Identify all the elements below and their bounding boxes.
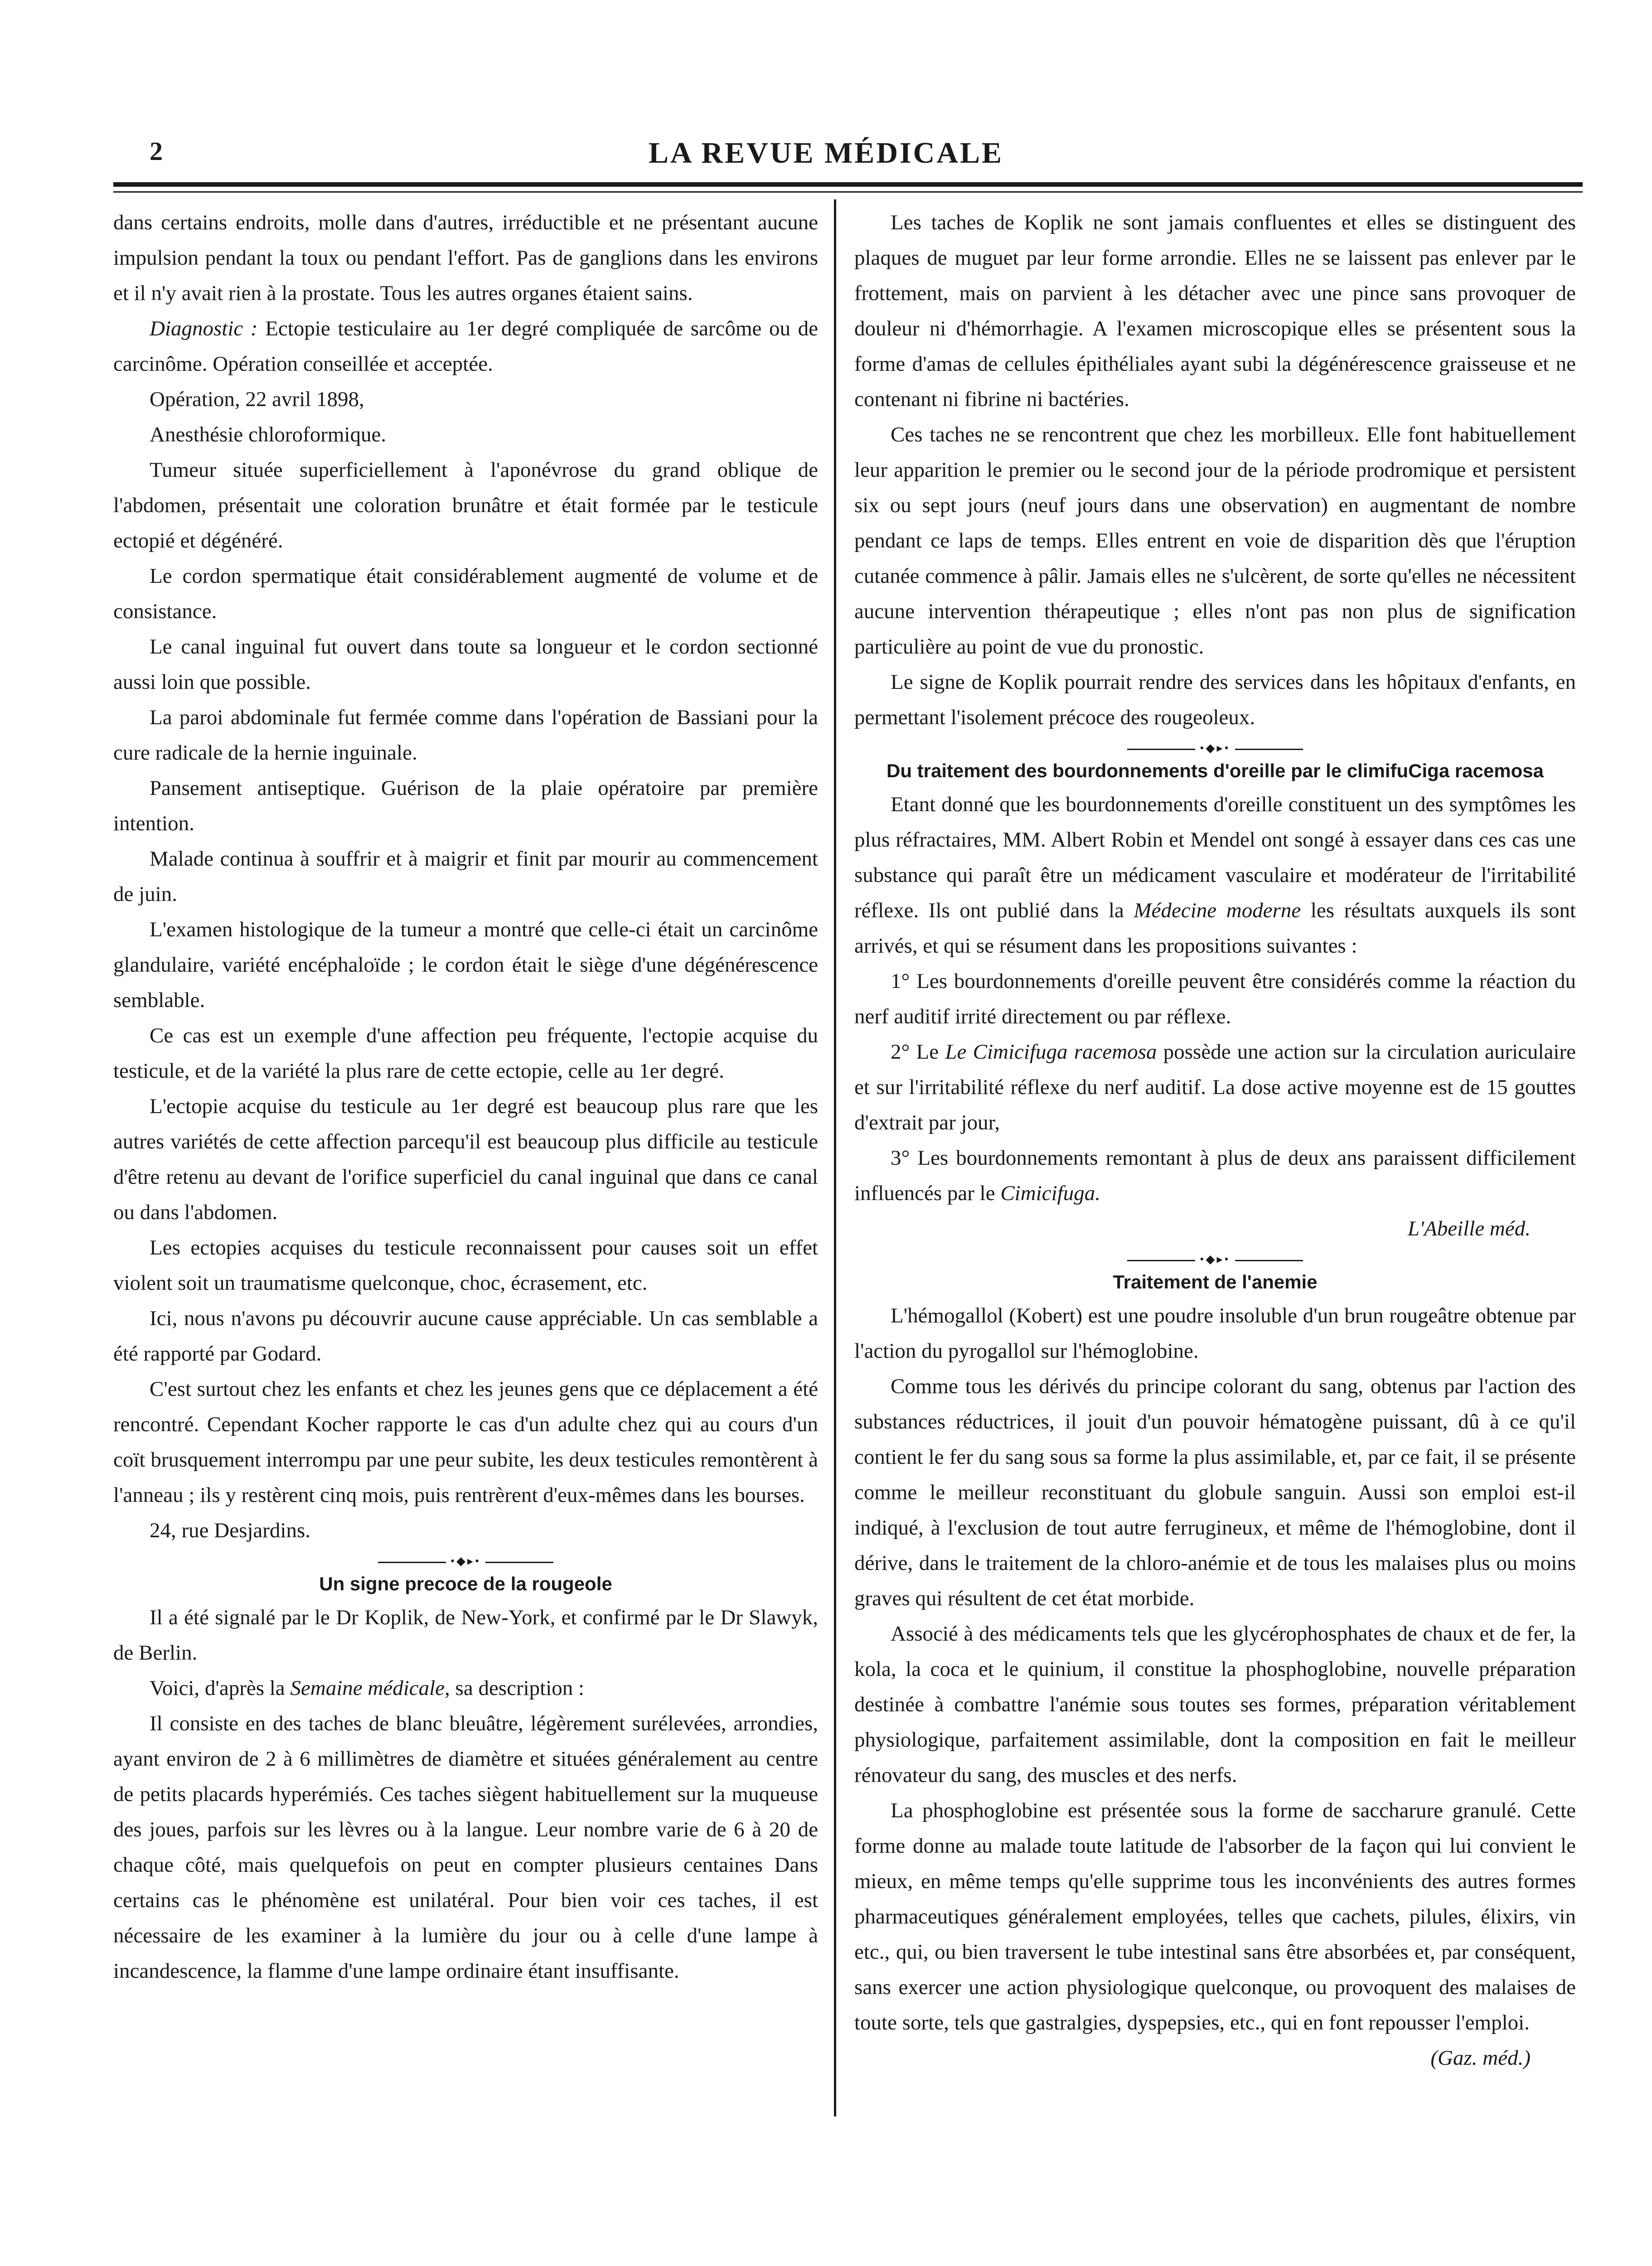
drug-name: Le Cimicifuga racemosa bbox=[945, 1040, 1157, 1064]
source-attribution: L'Abeille méd. bbox=[1407, 1217, 1531, 1240]
paragraph: Ici, nous n'avons pu découvrir aucune cause appréciable. Un cas semblable a été rapporté par Godard. bbox=[113, 1307, 818, 1365]
right-column bbox=[854, 205, 1576, 2076]
paragraph bbox=[854, 787, 1576, 964]
paragraph: Opération, 22 avril 1898, bbox=[150, 387, 364, 411]
paragraph: Il a été signalé par le Dr Koplik, de New-York, et confirmé par le Dr Slawyk, de Berlin. bbox=[113, 1606, 818, 1665]
paragraph: L'examen histologique de la tumeur a montré que celle-ci était un carcinôme glandulaire, variété encéphaloïde ; le cordon était le siège d'une dégénérescence semblable. bbox=[113, 918, 818, 1012]
text-run: Etant donné que les bourdonnements d'oreille constituent un des symptômes les plus réfractaires, MM. Albert Robin et Mendel ont songé à essayer dans ces cas une substance qui paraît être un médicament vasculaire et modérateur de l'irritabilité réflexe. Ils ont publié dans la bbox=[854, 793, 1576, 922]
diagnostic-label: Diagnostic : bbox=[150, 317, 258, 340]
paragraph: Malade continua à souffrir et à maigrir et finit par mourir au commencement de juin. bbox=[113, 847, 818, 906]
paragraph bbox=[854, 1034, 1576, 1140]
paragraph: Pansement antiseptique. Guérison de la plaie opératoire par première intention. bbox=[113, 776, 818, 835]
paragraph: dans certains endroits, molle dans d'autres, irréductible et ne présentant aucune impulsion pendant la toux ou pendant l'effort. Pas de ganglions dans les environs et il n'y avait rien à la prostate. Tous les autres organes étaient sains. bbox=[113, 211, 818, 305]
author-address: 24, rue Desjardins. bbox=[150, 1519, 311, 1542]
paragraph bbox=[854, 1140, 1576, 1211]
paragraph: Il consiste en des taches de blanc bleuâtre, légèrement surélevées, arrondies, ayant environ de 2 à 6 millimètres de diamètre et situées généralement au centre de petits placards hyperémiés. Ces taches siègent habituellement sur la muqueuse des joues, parfois sur les lèvres ou à la langue. Leur nombre varie de 6 à 20 de chaque côté, mais quelquefois on peut en compter plusieurs centaines Dans certains cas le phénomène est unilatéral. Pour bien voir ces taches, il est nécessaire de les examiner à la lumière du jour ou à celle d'une lampe à incandescence, la flamme d'une lampe ordinaire étant insuffisante. bbox=[113, 1712, 818, 1983]
paragraph: C'est surtout chez les enfants et chez les jeunes gens que ce déplacement a été rencontré. Cependant Kocher rapporte le cas d'un adulte chez qui au cours d'un coït brusquement interrompu par une peur subite, les deux testicules remontèrent à l'anneau ; ils y restèrent cinq mois, puis rentrèrent d'eux-mêmes dans les bourses. bbox=[113, 1377, 818, 1507]
section-ornament: •◆▸• bbox=[854, 1252, 1576, 1267]
diagnostic-text: Ectopie testiculaire au 1er degré compliquée de sarcôme ou de carcinôme. Opération conseillée et acceptée. bbox=[113, 317, 818, 376]
paragraph bbox=[113, 1670, 818, 1706]
section-ornament: •◆▸• bbox=[113, 1554, 818, 1569]
text-run: Voici, d'après la bbox=[150, 1676, 291, 1700]
drug-name: Cimicifuga. bbox=[1000, 1181, 1100, 1205]
paragraph: Anesthésie chloroformique. bbox=[150, 423, 387, 446]
paragraph: Tumeur située superficiellement à l'aponévrose du grand oblique de l'abdomen, présentait une coloration brunâtre et était formée par le testicule ectopié et dégénéré. bbox=[113, 458, 818, 552]
text-run: , sa description : bbox=[445, 1676, 585, 1700]
paragraph: Comme tous les dérivés du principe colorant du sang, obtenus par l'action des substances réductrices, il jouit d'un pouvoir hématogène puissant, dû à ce qu'il contient le fer du sang sous sa forme la plus assimilable, et, par ce fait, il se présente comme le meilleur reconstituant du globule sanguin. Aussi son emploi est-il indiqué, à l'exclusion de tout autre ferrugineux, et même de l'hémoglobine, dont il dérive, dans le traitement de la chloro-anémie et de tous les malaises plus ou moins graves qui résultent de cet état morbide. bbox=[854, 1375, 1576, 1610]
running-title: LA REVUE MÉDICALE bbox=[648, 136, 1004, 169]
paragraph: Les taches de Koplik ne sont jamais confluentes et elles se distinguent des plaques de muguet par leur forme arrondie. Elles ne se laissent pas enlever par le frottement, mais on parvient à les détacher avec une pince sans provoquer de douleur ni d'hémorrhagie. A l'examen microscopique elles se présentent sous la forme d'amas de cellules épithéliales ayant subi la dégénérescence graisseuse et ne contenant ni fibrine ni bactéries. bbox=[854, 211, 1576, 411]
section-heading-rougeole: Un signe precoce de la rougeole bbox=[319, 1573, 612, 1594]
diagnostic-paragraph bbox=[113, 311, 818, 382]
header-rule-thin bbox=[113, 191, 1583, 193]
section-heading-anemie: Traitement de l'anemie bbox=[1113, 1271, 1318, 1293]
paragraph: Ce cas est un exemple d'une affection peu fréquente, l'ectopie acquise du testicule, et de la variété la plus rare de cette ectopie, celle au 1er degré. bbox=[113, 1024, 818, 1083]
page-number: 2 bbox=[150, 136, 163, 166]
text-run: 2° Le bbox=[891, 1040, 945, 1064]
header-rule-thick bbox=[113, 182, 1583, 187]
section-ornament: •◆▸• bbox=[854, 741, 1576, 756]
paragraph: Le canal inguinal fut ouvert dans toute sa longueur et le cordon sectionné aussi loin que possible. bbox=[113, 635, 818, 694]
text-run: les résultats auxquels ils sont arrivés, et qui se résument dans les propositions suivantes : bbox=[854, 899, 1576, 958]
paragraph: Le signe de Koplik pourrait rendre des services dans les hôpitaux d'enfants, en permettant l'isolement précoce des rougeoleux. bbox=[854, 670, 1576, 729]
journal-name: Semaine médicale bbox=[290, 1676, 445, 1700]
paragraph: 1° Les bourdonnements d'oreille peuvent être considérés comme la réaction du nerf auditif irrité directement ou par réflexe. bbox=[854, 969, 1576, 1028]
journal-name: Médecine moderne bbox=[1134, 899, 1301, 922]
paragraph: L'ectopie acquise du testicule au 1er degré est beaucoup plus rare que les autres variétés de cette affection parcequ'il est beaucoup plus difficile au testicule d'être retenu au devant de l'orifice superficiel du canal inguinal que dans ce canal ou dans l'abdomen. bbox=[113, 1094, 818, 1224]
paragraph: La phosphoglobine est présentée sous la forme de saccharure granulé. Cette forme donne au malade toute latitude de l'absorber de la façon qui lui convient le mieux, en même temps qu'elle supprime tous les inconvénients des autres formes pharmaceutiques généralement employées, telles que cachets, pilules, élixirs, vin etc., qui, ou bien traversent le tube intestinal sans être absorbées et, par conséquent, sans exercer une action physiologique quelconque, ou provoquent des malaises de toute sorte, tels que gastralgies, dyspepsies, etc., qui en font repousser l'emploi. bbox=[854, 1799, 1576, 2034]
paragraph: L'hémogallol (Kobert) est une poudre insoluble d'un brun rougeâtre obtenue par l'action du pyrogallol sur l'hémoglobine. bbox=[854, 1304, 1576, 1363]
paragraph: Les ectopies acquises du testicule reconnaissent pour causes soit un effet violent soit un traumatisme quelconque, choc, écrasement, etc. bbox=[113, 1236, 818, 1295]
column-divider bbox=[834, 199, 836, 2116]
paragraph: La paroi abdominale fut fermée comme dans l'opération de Bassiani pour la cure radicale de la hernie inguinale. bbox=[113, 706, 818, 765]
source-attribution: (Gaz. méd.) bbox=[1430, 2046, 1531, 2070]
paragraph: Le cordon spermatique était considérablement augmenté de volume et de consistance. bbox=[113, 564, 818, 623]
left-column bbox=[113, 205, 818, 1989]
paragraph: Associé à des médicaments tels que les glycérophosphates de chaux et de fer, la kola, la coca et le quinium, il constitue la phosphoglobine, nouvelle préparation destinée à combattre l'anémie sous toutes ses formes, préparation véritablement physiologique, parfaitement assimilable, dont la composition en fait le meilleur rénovateur du sang, des muscles et des nerfs. bbox=[854, 1622, 1576, 1787]
paragraph: Ces taches ne se rencontrent que chez les morbilleux. Elle font habituellement leur apparition le premier ou le second jour de la période prodromique et persistent six ou sept jours (neuf jours dans une observation) en augmentant de nombre pendant ce laps de temps. Elles entrent en voie de disparition dès que l'éruption cutanée commence à pâlir. Jamais elles ne s'ulcèrent, de sorte qu'elles ne nécessitent aucune intervention thérapeutique ; elles n'ont pas non plus de signification particulière au point de vue du pronostic. bbox=[854, 423, 1576, 658]
text-run: 3° Les bourdonnements remontant à plus de deux ans paraissent difficilement influencés par le bbox=[854, 1146, 1576, 1205]
section-heading-bourdonnements: Du traitement des bourdonnements d'oreille par le climifuCiga racemosa bbox=[886, 760, 1544, 781]
text-run: possède une action sur la circulation auriculaire et sur l'irritabilité réflexe du nerf auditif. La dose active moyenne est de 15 gouttes d'extrait par jour, bbox=[854, 1040, 1576, 1134]
